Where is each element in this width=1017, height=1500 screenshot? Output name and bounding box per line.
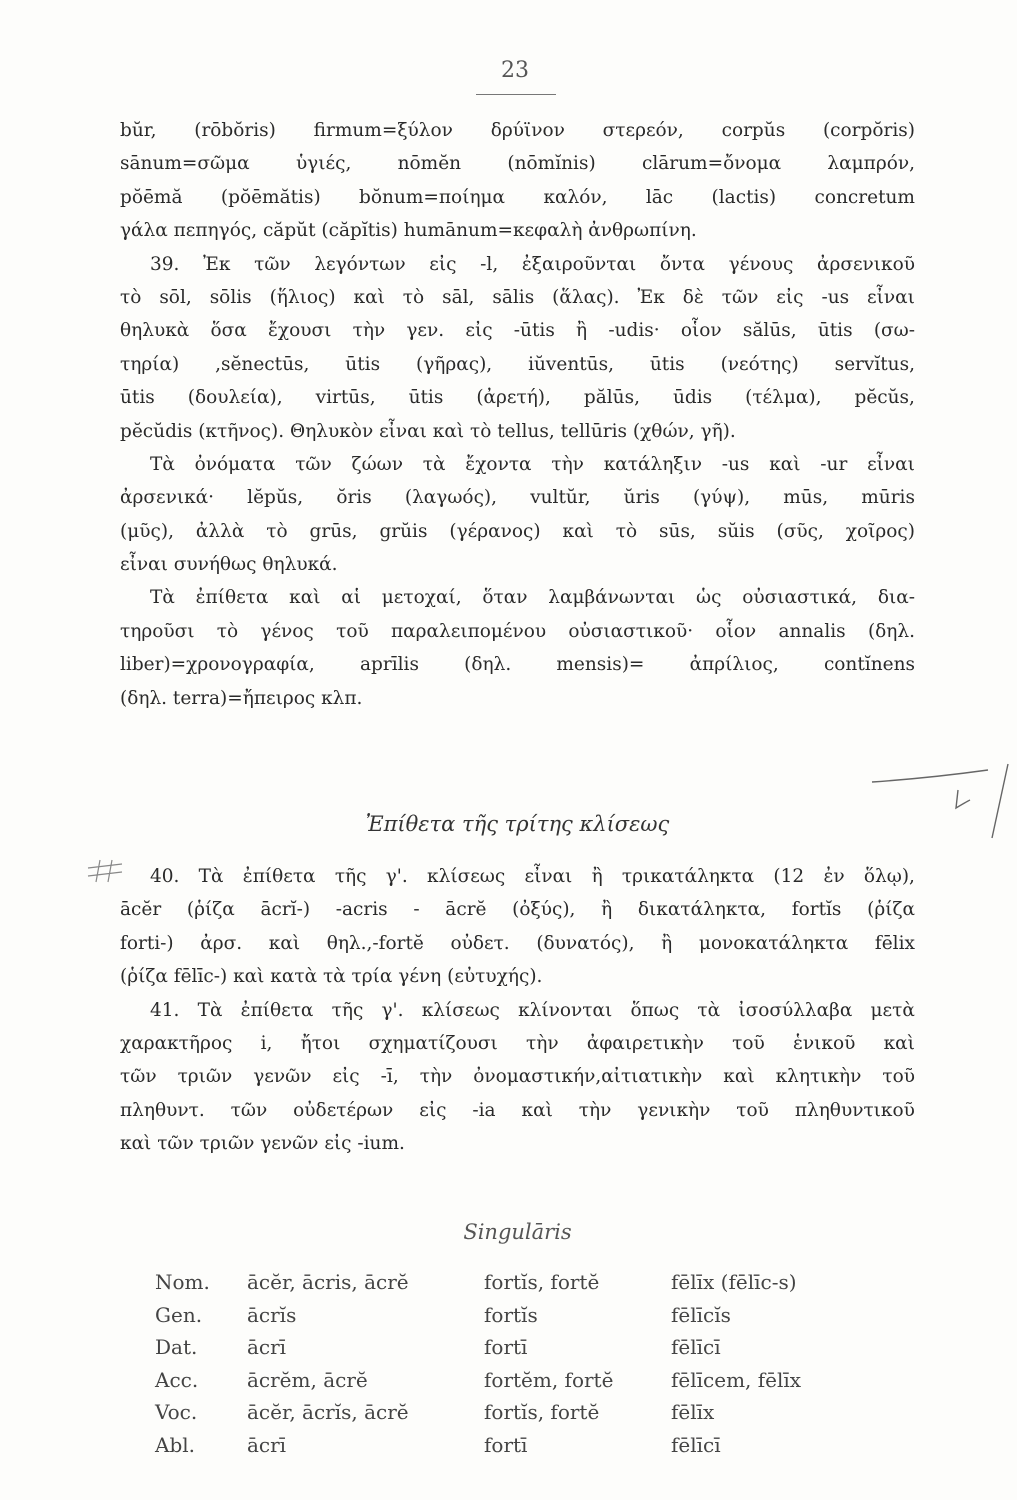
felix-form: fēlīcĭs (671, 1302, 731, 1327)
section-heading: Ἐπίθετα τῆς τρίτης κλίσεως (365, 812, 670, 836)
felix-form: fēlīcī (671, 1432, 721, 1457)
table-heading: Singulāris (463, 1220, 572, 1244)
text-line: (δηλ. terra)=ἤπειρος κλπ. (120, 687, 363, 709)
text-line: 41. Τὰ ἐπίθετα τῆς γ'. κλίσεως κλίνονται ὅπως τὰ ἰσοσύλλαβα μετὰ (150, 999, 915, 1021)
case-label: Voc. (155, 1400, 198, 1425)
text-line: Τὰ ἐπίθετα καὶ αἱ μετοχαί, ὅταν λαμβάνωνται ὡς οὐσιαστικά, δια- (150, 587, 915, 609)
text-line: τὸ sōl, sōlis (ἥλιος) καὶ τὸ sāl, sālis (ἅλας). Ἐκ δὲ τῶν εἰς -us εἶναι (120, 286, 915, 308)
text-line: pŏēmă (pŏēmătis) bŏnum=ποίημα καλόν, lāc (lactis) concretum (120, 186, 915, 208)
text-line: θηλυκὰ ὅσα ἔχουσι τὴν γεν. εἰς -ūtis ἢ -udis· οἷον sălūs, ūtis (σω- (120, 320, 915, 342)
text-line: 40. Τὰ ἐπίθετα τῆς γ'. κλίσεως εἶναι ἢ τρικατάληκτα (12 ἐν ὅλῳ), (150, 866, 915, 887)
acer-form: ācĕr, ācris, ācrĕ (247, 1270, 409, 1295)
text-line: ūtis (δουλεία), virtūs, ūtis (ἀρετή), pălūs, ūdis (τέλμα), pĕcŭs, (120, 387, 915, 409)
text-line: bŭr, (rōbŏris) firmum=ξύλον δρύϊνον στερεόν, corpŭs (corpŏris) (120, 120, 915, 141)
case-label: Gen. (155, 1302, 203, 1327)
acer-form: ācrĭs (247, 1302, 297, 1327)
text-line: εἶναι συνήθως θηλυκά. (120, 554, 338, 576)
text-line: τηρία) ,sĕnectūs, ūtis (γῆρας), iŭventūs, ūtis (νεότης) servĭtus, (120, 353, 915, 375)
table-row (155, 1364, 891, 1397)
fortis-form: fortĭs, fortĕ (484, 1270, 600, 1295)
fortis-form: fortĭs (484, 1302, 538, 1327)
acer-form: ācrī (247, 1335, 287, 1360)
table-row (155, 1266, 891, 1299)
acer-form: ācrĕm, ācrĕ (247, 1367, 368, 1392)
felix-form: fēlīcī (671, 1335, 721, 1360)
felix-form: fēlīcem, fēlīx (671, 1367, 802, 1392)
text-block-lower (120, 860, 915, 1161)
text-line: χαρακτῆρος i, ἤτοι σχηματίζουσι τὴν ἀφαιρετικὴν τοῦ ἑνικοῦ καὶ (120, 1032, 915, 1054)
text-line: γάλα πεπηγός, căpŭt (căpĭtis) humānum=κεφαλὴ ἀνθρωπίνη. (120, 220, 697, 242)
felix-form: fēlīx (671, 1400, 715, 1425)
case-label: Acc. (155, 1367, 199, 1392)
acer-form: ācĕr, ācrĭs, ācrĕ (247, 1400, 409, 1425)
table-row (155, 1331, 891, 1364)
fortis-form: fortī (484, 1432, 528, 1457)
text-line: τῶν τριῶν γενῶν εἰς -ī, τὴν ὀνομαστικήν,αἰτιατικὴν καὶ κλητικὴν τοῦ (120, 1066, 915, 1088)
case-label: Dat. (155, 1335, 198, 1360)
text-line: ἀρσενικά· lĕpŭs, ŏris (λαγωός), vultŭr, ŭris (γύψ), mūs, mūris (120, 487, 915, 509)
text-line: ācĕr (ῥίζα ācrĭ-) -acris - ācrĕ (ὀξύς), ἢ δικατάληκτα, fortĭs (ῥίζα (120, 899, 915, 921)
page-number: 23 (501, 58, 529, 83)
acer-form: ācrī (247, 1432, 287, 1457)
pencil-hash-icon (84, 858, 124, 884)
text-line: (ῥίζα fēlīc-) καὶ κατὰ τὰ τρία γένη (εὐτυχής). (120, 966, 543, 988)
text-line: καὶ τῶν τριῶν γενῶν εἰς -ium. (120, 1133, 405, 1155)
text-line: liber)=χρονογραφία, aprīlis (δηλ. mensis)= ἀπρίλιος, contĭnens (120, 654, 915, 676)
felix-form: fēlīx (fēlīc-s) (671, 1270, 797, 1295)
text-line: sānum=σῶμα ὑγιές, nōmĕn (nōmĭnis) clārum=ὄνομα λαμπρόν, (120, 153, 915, 175)
table-row (155, 1429, 891, 1462)
text-line: 39. Ἐκ τῶν λεγόντων εἰς -l, ἐξαιροῦνται ὄντα γένους ἀρσενικοῦ (150, 253, 915, 275)
text-line: τηροῦσι τὸ γένος τοῦ παραλειπομένου οὐσιαστικοῦ· οἷον annalis (δηλ. (120, 620, 915, 642)
table-row (155, 1396, 891, 1429)
text-line: πληθυντ. τῶν οὐδετέρων εἰς -ia καὶ τὴν γενικὴν τοῦ πληθυντικοῦ (120, 1099, 915, 1121)
page-number-rule (476, 94, 556, 95)
text-line: forti-) ἀρσ. καὶ θηλ.,-fortĕ οὐδετ. (δυνατός), ἢ μονοκατάληκτα fēlix (120, 932, 915, 954)
text-line: pĕcŭdis (κτῆνος). Θηλυκὸν εἶναι καὶ τὸ tellus, tellūris (χθών, γῆ). (120, 420, 736, 442)
case-label: Abl. (155, 1432, 195, 1457)
text-line: Τὰ ὀνόματα τῶν ζώων τὰ ἔχοντα τὴν κατάληξιν -us καὶ -ur εἶναι (150, 453, 915, 475)
declension-table (155, 1266, 891, 1461)
fortis-form: fortĭs, fortĕ (484, 1400, 600, 1425)
text-block-upper (120, 114, 915, 715)
fortis-form: fortĕm, fortĕ (484, 1367, 614, 1392)
text-line: (μῦς), ἀλλὰ τὸ grūs, grŭis (γέρανος) καὶ τὸ sūs, sŭis (σῦς, χοῖρος) (120, 520, 915, 542)
fortis-form: fortī (484, 1335, 528, 1360)
case-label: Nom. (155, 1270, 210, 1295)
table-row (155, 1299, 891, 1332)
